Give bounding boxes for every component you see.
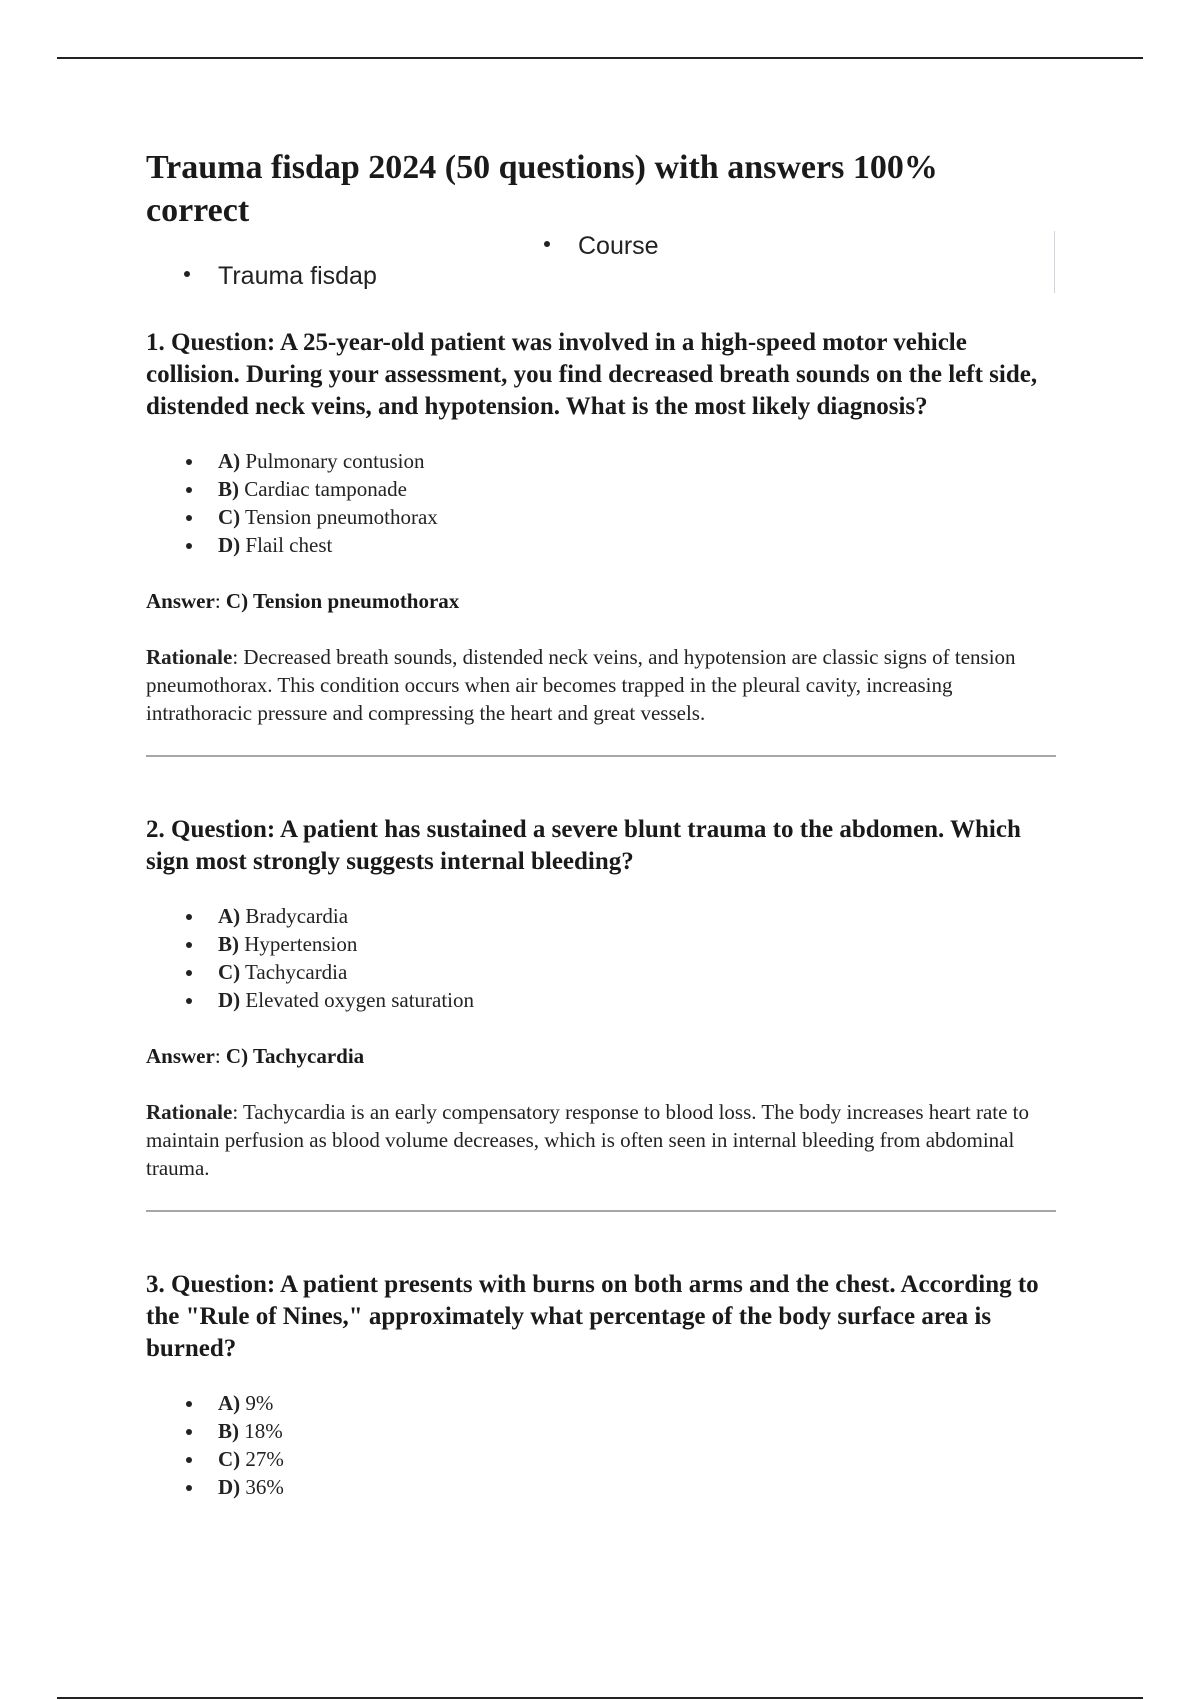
options-list (146, 902, 1056, 1014)
course-label: Course (578, 232, 659, 261)
option-b: B) 18% (146, 1417, 1056, 1445)
options-list (146, 447, 1056, 559)
option-b: B) Cardiac tamponade (146, 475, 1056, 503)
top-rule (57, 57, 1143, 59)
question-text: 3. Question: A patient presents with burns on both arms and the chest. According to the "Rule of Nines," approximately what percentage of the body surface area is burned? (146, 1271, 1039, 1362)
question-text: 1. Question: A 25-year-old patient was involved in a high-speed motor vehicle collision. During your assessment, you find decreased breath sounds on the left side, distended neck veins, and hypotension. What is the most likely diagnosis? (146, 329, 1038, 420)
option-d: D) 36% (146, 1473, 1056, 1501)
option-a: A) Bradycardia (146, 902, 1056, 930)
rationale-text: Rationale: Decreased breath sounds, distended neck veins, and hypotension are classic signs of tension pneumothorax. This condition occurs when air becomes trapped in the pleural cavity, increasing intrathoracic pressure and compressing the heart and great vessels. (146, 645, 1016, 725)
option-a: A) Pulmonary contusion (146, 447, 1056, 475)
answer-line: Answer: C) Tachycardia (146, 1044, 365, 1068)
option-c: C) 27% (146, 1445, 1056, 1473)
question-block-1 (146, 327, 1056, 757)
meta-divider (1054, 231, 1055, 293)
option-c: C) Tension pneumothorax (146, 503, 1056, 531)
answer-line: Answer: C) Tension pneumothorax (146, 589, 460, 613)
section-divider (146, 1210, 1056, 1212)
option-b: B) Hypertension (146, 930, 1056, 958)
option-c: C) Tachycardia (146, 958, 1056, 986)
option-d: D) Elevated oxygen saturation (146, 986, 1056, 1014)
option-a: A) 9% (146, 1389, 1056, 1417)
rationale-text: Rationale: Tachycardia is an early compensatory response to blood loss. The body increases heart rate to maintain perfusion as blood volume decreases, which is often seen in internal bleeding from abdominal trauma. (146, 1100, 1030, 1180)
question-block-2 (146, 814, 1056, 1212)
question-text: 2. Question: A patient has sustained a severe blunt trauma to the abdomen. Which sign most strongly suggests internal bleeding? (146, 816, 1021, 875)
options-list (146, 1389, 1056, 1501)
course-meta (146, 232, 1056, 302)
bullet-icon (544, 241, 550, 247)
course-value-link[interactable]: Trauma fisdap (218, 262, 377, 291)
section-divider (146, 755, 1056, 757)
document-content (146, 146, 1056, 1501)
bottom-rule (57, 1697, 1143, 1699)
option-d: D) Flail chest (146, 531, 1056, 559)
document-title: Trauma fisdap 2024 (50 questions) with answers 100% correct (146, 149, 938, 229)
question-block-3 (146, 1269, 1056, 1501)
bullet-icon (184, 271, 190, 277)
